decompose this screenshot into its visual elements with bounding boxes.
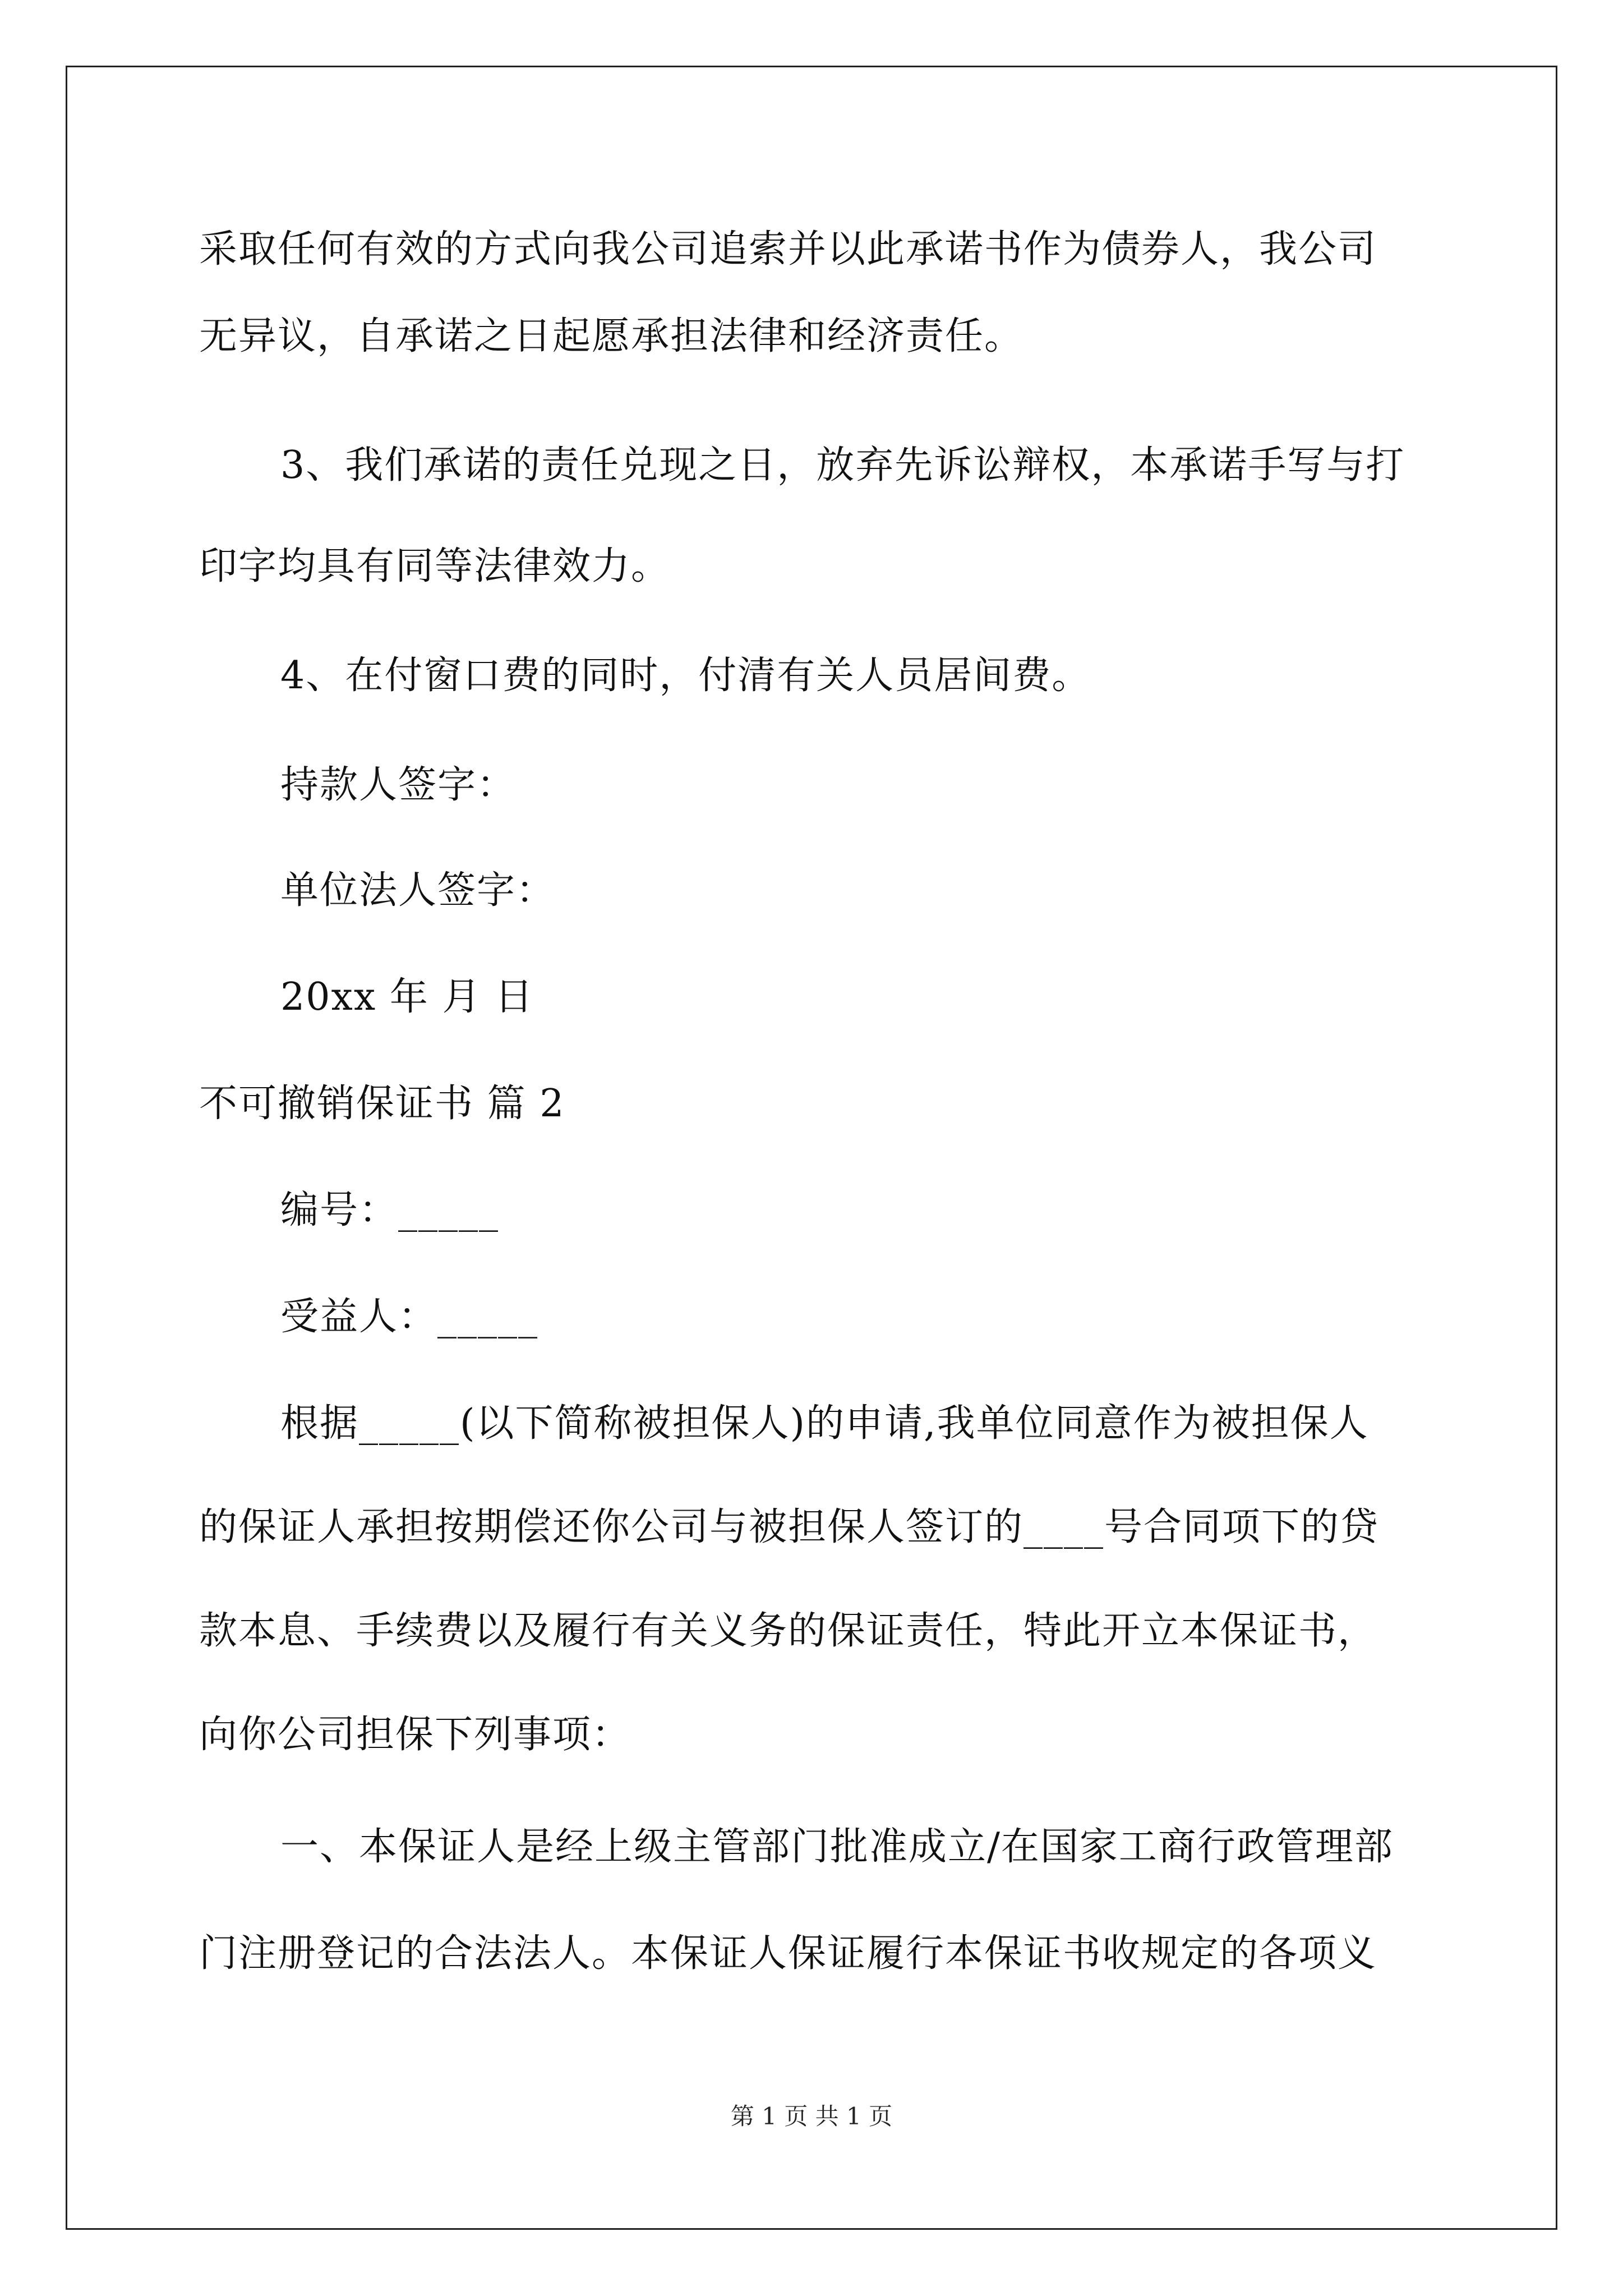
paragraph-line: 门注册登记的合法法人。本保证人保证履行本保证书收规定的各项义 <box>199 1931 1377 1976</box>
paragraph-line: 印字均具有同等法律效力。 <box>199 544 671 588</box>
section-title: 不可撤销保证书 篇 2 <box>199 1082 565 1126</box>
serial-number-field: 编号：_____ <box>280 1188 500 1232</box>
paragraph-line: 4、在付窗口费的同时，付清有关人员居间费。 <box>280 654 1091 698</box>
paragraph-line: 根据_____(以下简称被担保人)的申请,我单位同意作为被担保人 <box>280 1401 1369 1446</box>
page-border <box>66 66 1557 2230</box>
paragraph-line: 的保证人承担按期偿还你公司与被担保人签订的____号合同项下的贷 <box>199 1505 1380 1549</box>
page-footer: 第 1 页 共 1 页 <box>730 2102 893 2130</box>
paragraph-line: 向你公司担保下列事项： <box>199 1713 631 1757</box>
paragraph-line: 采取任何有效的方式向我公司追索并以此承诺书作为债券人，我公司 <box>199 227 1377 272</box>
paragraph-line: 无异议，自承诺之日起愿承担法律和经济责任。 <box>199 314 1024 358</box>
signature-legal-person-label: 单位法人签字： <box>280 868 556 913</box>
beneficiary-field: 受益人：_____ <box>280 1295 539 1339</box>
paragraph-line: 一、本保证人是经上级主管部门批准成立/在国家工商行政管理部 <box>280 1825 1394 1869</box>
paragraph-line: 3、我们承诺的责任兑现之日，放弃先诉讼辩权，本承诺手写与打 <box>280 443 1405 487</box>
date-line: 20xx 年 月 日 <box>280 975 534 1019</box>
signature-holder-label: 持款人签字： <box>280 763 517 807</box>
paragraph-line: 款本息、手续费以及履行有关义务的保证责任，特此开立本保证书， <box>199 1609 1377 1653</box>
